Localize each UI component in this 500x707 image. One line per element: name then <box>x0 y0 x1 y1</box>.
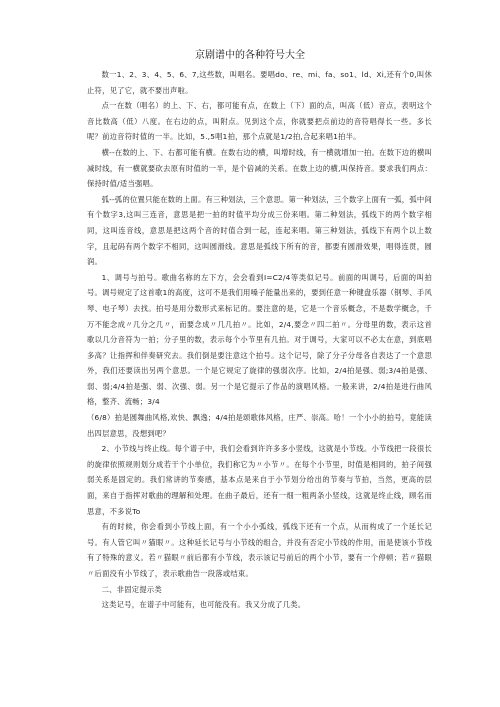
document-body <box>87 67 432 613</box>
paragraph: 二、非固定提示类 <box>101 584 162 594</box>
page-title: 京剧谱中的各种符号大全 <box>195 50 305 61</box>
paragraph: 2、小节线与终止线。每个谱子中，我们会看到许许多多小竖线，这就是小节线。小节线把一段很长的旋律依照规则划分成若干个小单位，我们称它为〃小节〃。在每个小节里，时值是相同的，拍子间强弱关系是固定的。我们常讲的节奏感，基本点是来自于小节划分给出的节奏与节拍，当然，更高的层面，来自于指挥对歌曲的理解和处理。在曲子最后，还有一细一粗两条小竖线，这就是终止线，顾名而思意，不多说To <box>87 444 432 516</box>
paragraph: 这类记号，在谱子中可能有，也可能没有。我又分成了几类。 <box>101 600 306 610</box>
paragraph: 点一在数（唱名）的上、下、右，都可能有点，在数上（下）面的点，叫高（低）音点，表明这个音比数高（低）八度。在右边的点，叫附点。见到这个点，你就要把点前边的音符唱得长一些。多长呢？前边音符时值的一半。比如，5.,5唱1拍，那个点就是1/2拍,合起来唱1拍半。 <box>87 101 432 142</box>
paragraph: （6/8）拍是圆舞曲风格,欢快、飘逸；4/4拍是颂歌体风格，庄严、崇高。哈！一个小小的拍号，竟能读出四层意思，没想到吧？ <box>87 413 432 438</box>
paragraph: 数一1、2、3、4、5、6、7,这些数，叫唱名。要唱do、re、mi、fa、so1、ld、Xi,还有个0,叫休止符，见了它，就不要出声啦。 <box>87 70 432 95</box>
paragraph: 1、调号与拍号。歌曲名称的左下方，会会看到I=C2/4等类似记号。前面的叫调号，后面的叫拍号。调号规定了这首歌1的高度，这可不是我们用嗓子能量出来的，要到任意一种键盘乐器（钢琴、手风琴、电子琴）去找。拍号是用分数形式来标记的。要注意的是，它是一个音乐概念，不是数学概念，千万不能念成〃几分之几〃，而要念成〃几几拍〃。比如，2/4,要念〃四二拍〃。分母里的数，表示这首歌以几分音符为一拍；分子里的数，表示每个小节里有几拍。对于调号，大家可以不必太在意，到底唱多高？让指挥和伴奏研究去。我们倒是要注意这个拍号。这个记号，除了分子分母各自表达了一个意思外，我们还要读出另两个意思。一个是它规定了旋律的强弱次序。比如，2/4拍是强、弱;3/4拍是强、弱、弱;4/4拍是强、弱、次强、弱。另一个是它提示了作品的演唱风格。一般来讲，2/4拍是进行曲风格，整齐、流畅；3/4 <box>87 272 432 407</box>
paragraph: 横--在数的上、下、右都可能有横。在数右边的横，叫增时线，有一横就增加一拍。在数下边的横叫减时线，有一横就要砍去原有时值的一半，是个倍减的关系。在数上边的横,叫保持音。要求我们两点：保持时值/适当强唱。 <box>87 147 432 189</box>
paragraph: 弧--弧的位置只能在数的上面。有三种划法，三个意思。第一种划法，三个数字上面有一弧，弧中间有个数字3,这叫三连音，意思是把一拍的时值平均分成三份来唱。第二种划法，弧线下的两个数字相同，这叫连音线，意思是把这两个音的时值合到一起，连起来唱。第三种划法，弧线下有两个以上数字，且起码有两个数字不相同，这叫圆滑线。意思是弧线下所有的音，都要有圆滑效果，唱得连贯，圆润。 <box>87 194 432 267</box>
paragraph: 有的时候，你会看到小节线上面，有一个小小弧线，弧线下还有一个点，从而构成了一个延长记号。有人管它叫〃猫眼〃。这种延长记号与小节线的组合，并没有否定小节线的作用，而是使该小节线有了特殊的意义。若〃猫眼〃前后都有小节线，表示该记号前后的两个小节，要有一个停顿；若〃猫眼〃后面没有小节线了，表示歌曲告一段落或结束。 <box>87 522 432 578</box>
